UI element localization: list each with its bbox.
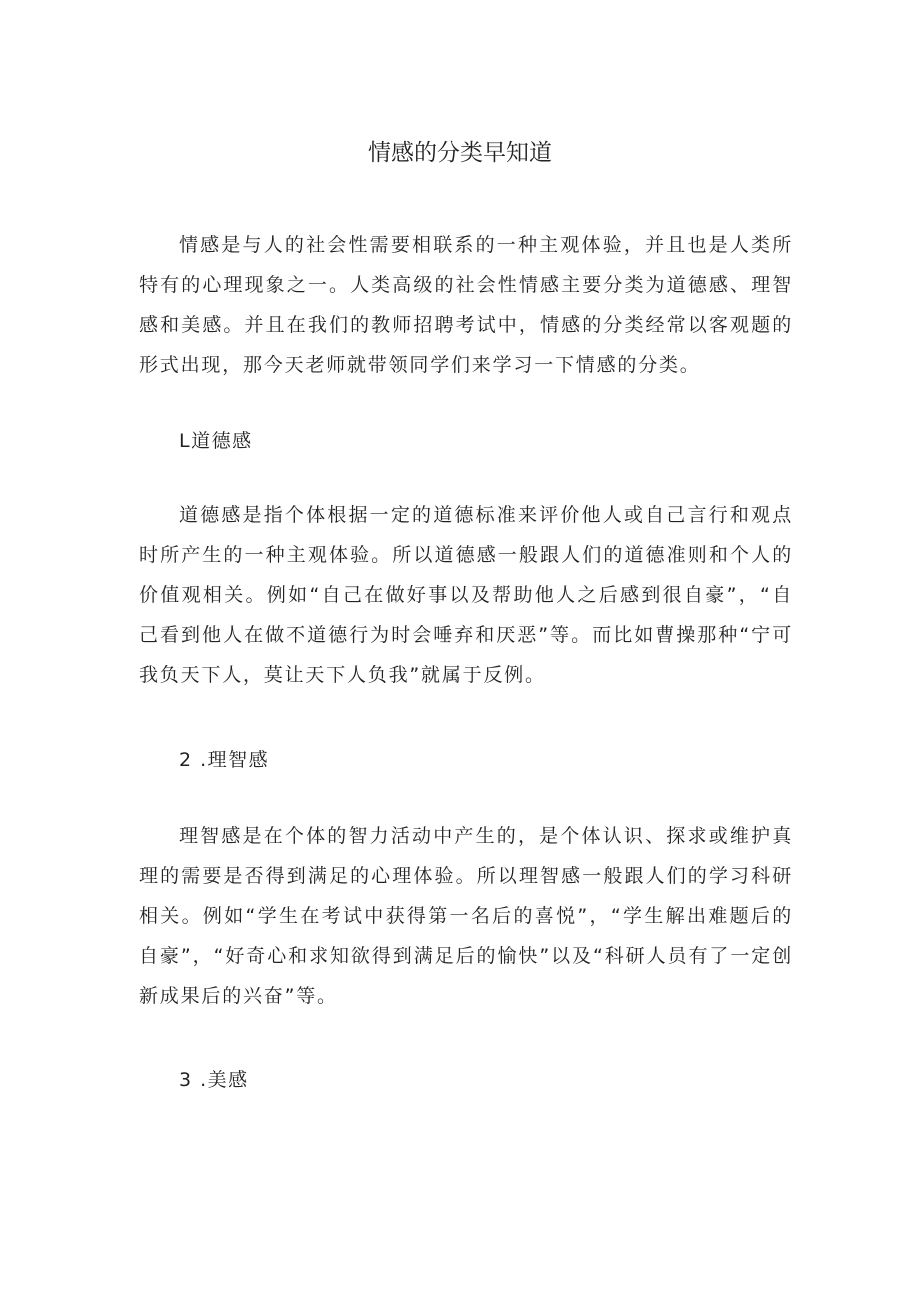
- intro-paragraph: 情感是与人的社会性需要相联系的一种主观体验，并且也是人类所特有的心理现象之一。人类高级的社会性情感主要分类为道德感、理智感和美感。并且在我们的教师招聘考试中，情感的分类经常以客观题的形式出现，那今天老师就带领同学们来学习一下情感的分类。: [139, 234, 793, 376]
- section-heading-moral: L道德感: [179, 430, 253, 452]
- section-body-moral: 道德感是指个体根据一定的道德标准来评价他人或自己言行和观点时所产生的一种主观体验。所以道德感一般跟人们的道德准则和个人的价值观相关。例如“自己在做好事以及帮助他人之后感到很自豪”，“自己看到他人在做不道德行为时会唾弃和厌恶”等。而比如曹操那种“宁可我负天下人，莫让天下人负我”就属于反例。: [139, 504, 793, 686]
- section-body-rational: 理智感是在个体的智力活动中产生的，是个体认识、探求或维护真理的需要是否得到满足的心理体验。所以理智感一般跟人们的学习科研相关。例如“学生在考试中获得第一名后的喜悦”，“学生解出难题后的自豪”，“好奇心和求知欲得到满足后的愉快”以及“科研人员有了一定创新成果后的兴奋”等。: [139, 825, 793, 1007]
- section-heading-aesthetic: 3 .美感: [179, 1069, 249, 1091]
- section-heading-rational: 2 .理智感: [179, 749, 270, 771]
- document-title: 情感的分类早知道: [368, 140, 552, 166]
